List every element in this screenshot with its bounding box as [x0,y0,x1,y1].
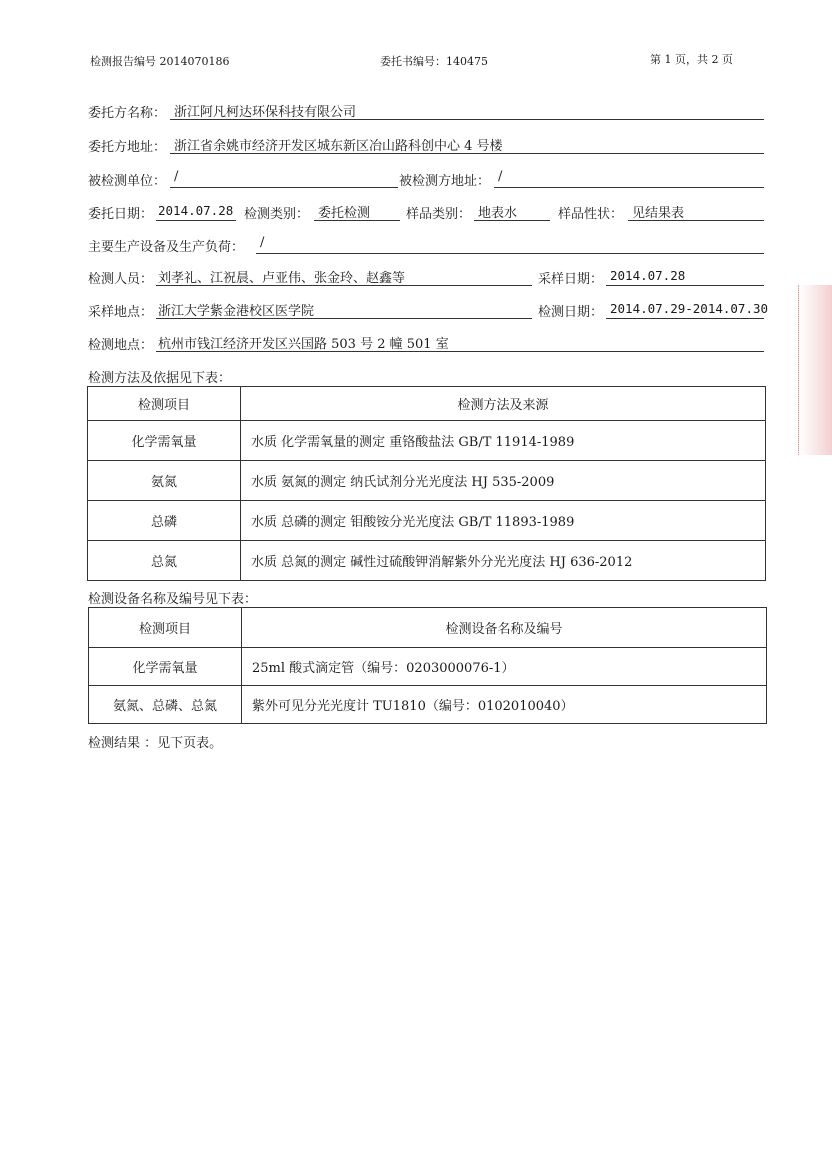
equipment-load-label: 主要生产设备及生产负荷： [88,240,245,255]
equipment-item-cell: 化学需氧量 [89,648,242,686]
inspected-address-value: / [498,169,503,184]
inspected-unit-value: / [174,169,179,184]
underline [156,351,764,352]
underline [628,220,764,221]
test-category-label: 检测类别： [244,207,310,222]
equipment-item-cell: 氨氮、总磷、总氮 [89,686,242,724]
report-number: 检测报告编号 2014070186 [90,55,230,68]
sample-property-value: 见结果表 [632,206,685,221]
underline [156,285,532,286]
underline [170,187,398,188]
underline [314,220,400,221]
test-date-value: 2014.07.29-2014.07.30 [610,301,769,316]
table-row [88,501,766,541]
equipment-name-cell: 25ml 酸式滴定管（编号：0203000076-1） [242,648,767,686]
inspectors-label: 检测人员： [88,272,154,287]
column-header-method: 检测方法及来源 [241,387,766,421]
commission-date-label: 委托日期： [88,207,154,222]
column-header-item: 检测项目 [89,608,242,648]
equipment-table [88,607,767,724]
underline [494,187,764,188]
underline [170,119,764,120]
table-header-row [89,608,767,648]
underline [156,318,532,319]
sampling-date-value: 2014.07.28 [610,268,686,283]
page-info: 第 1 页，共 2 页 [650,53,733,66]
equipment-load-value: / [260,235,265,250]
sampling-date-label: 采样日期： [538,272,604,287]
sample-property-label: 样品性状： [558,207,624,222]
test-site-value: 杭州市钱江经济开发区兴国路 503 号 2 幢 501 室 [158,337,449,352]
table-row [89,686,767,724]
contract-number: 委托书编号：140475 [380,55,488,68]
column-header-equipment: 检测设备名称及编号 [242,608,767,648]
sampling-site-value: 浙江大学紫金港校区医学院 [158,304,315,319]
underline [606,285,764,286]
method-source-cell: 水质 总磷的测定 钼酸铵分光光度法 GB/T 11893-1989 [241,501,766,541]
methods-table [87,386,766,581]
inspected-address-label: 被检测方地址： [399,174,491,189]
test-date-label: 检测日期： [538,305,604,320]
methods-heading: 检测方法及依据见下表： [88,371,232,386]
inspectors-value: 刘孝礼、江祝晨、卢亚伟、张金玲、赵鑫等 [158,271,406,286]
method-item-cell: 氨氮 [88,461,241,501]
sampling-site-label: 采样地点： [88,305,154,320]
test-category-value: 委托检测 [318,206,371,221]
sample-category-value: 地表水 [478,206,518,221]
table-row [89,648,767,686]
client-address-value: 浙江省余姚市经济开发区城东新区冶山路科创中心 4 号楼 [174,139,503,154]
client-address-label: 委托方地址： [88,140,167,155]
method-source-cell: 水质 氨氮的测定 纳氏试剂分光光度法 HJ 535-2009 [241,461,766,501]
client-name-label: 委托方名称： [88,106,167,121]
test-site-label: 检测地点： [88,338,154,353]
method-item-cell: 总磷 [88,501,241,541]
table-row [88,461,766,501]
inspected-unit-label: 被检测单位： [88,174,167,189]
underline [606,318,764,319]
underline [156,220,236,221]
method-source-cell: 水质 总氮的测定 碱性过硫酸钾消解紫外分光光度法 HJ 636-2012 [241,541,766,581]
table-row [88,421,766,461]
equipment-name-cell: 紫外可见分光光度计 TU1810（编号：0102010040） [242,686,767,724]
seal-stamp [798,285,832,455]
client-name-value: 浙江阿凡柯达环保科技有限公司 [174,105,357,120]
commission-date-value: 2014.07.28 [158,203,234,218]
equipment-heading: 检测设备名称及编号见下表： [88,592,258,607]
sample-category-label: 样品类别： [406,207,472,222]
underline [256,253,764,254]
underline [474,220,550,221]
table-row [88,541,766,581]
method-source-cell: 水质 化学需氧量的测定 重铬酸盐法 GB/T 11914-1989 [241,421,766,461]
method-item-cell: 化学需氧量 [88,421,241,461]
column-header-item: 检测项目 [88,387,241,421]
table-header-row [88,387,766,421]
result-note: 检测结果 ：见下页表。 [88,736,223,751]
method-item-cell: 总氮 [88,541,241,581]
underline [170,153,764,154]
